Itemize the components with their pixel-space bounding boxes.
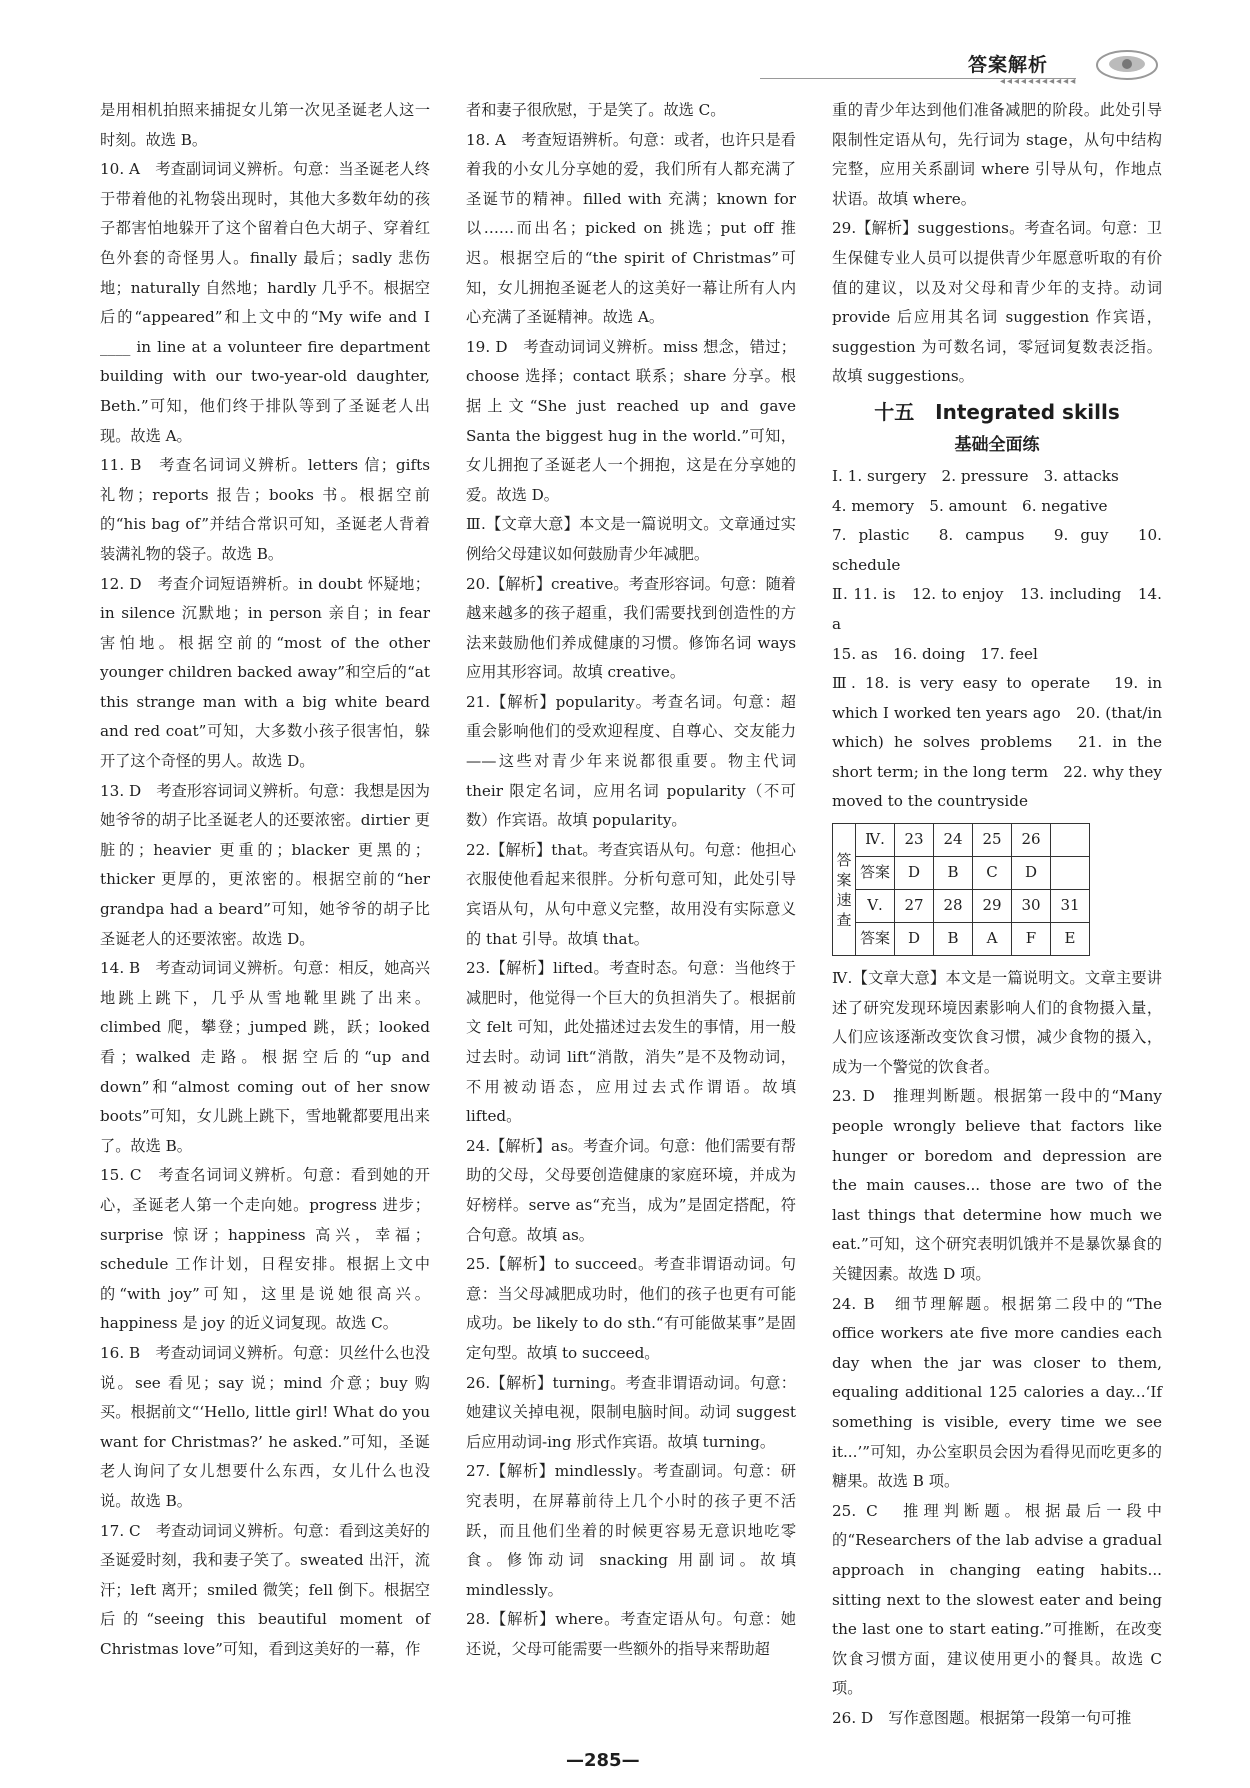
table-cell: 答案 (856, 857, 895, 890)
answer-item: 23.【解析】lifted。考查时态。句意：当他终于减肥时，他觉得一个巨大的负担消失了。根据前文 felt 可知，此处描述过去发生的事情，用一般过去时。动词 lift“消散，消失”是不及物动词，不用被动语态，应用过去式作谓语。故填 lifted。 (466, 959, 796, 1126)
answer-item: 25. C 推理判断题。根据最后一段中的“Researchers of the lab advise a gradual approach in changing eating habits... sitting next to the slowest eater and being the last one to start eating.”可推断，在改变饮食习惯方面，建议使用更小的餐具。故选 C 项。 (832, 1501, 1162, 1698)
section-number: 十五 (874, 399, 915, 424)
answer-item: 12. D 考查介词短语辨析。in doubt 怀疑地；in silence 沉默地；in person 亲自；in fear 害怕地。根据空前的“most of the other younger children backed away”和空后的“at this strange man with a big white beard and red coat”可知，大多数小孩子很害怕，躲开了这个奇怪的男人。故选 D。 (100, 574, 430, 771)
header-arrow-decoration: ◂◂◂◂◂◂◂◂◂◂◂ (1000, 76, 1078, 87)
answer-item: 24.【解析】as。考查介词。句意：他们需要有帮助的父母，父母要创造健康的家庭环境，并成为好榜样。serve as“充当，成为”是固定搭配，符合句意。故填 as。 (466, 1136, 796, 1244)
answer-item: 24. B 细节理解题。根据第二段中的“The office workers ate five more candies each day when the jar was closer to them, equaling additional 125 calories a day...‘If something is visible, every time we see it...’”可知，办公室职员会因为看得见而吃更多的糖果。故选 B 项。 (832, 1294, 1162, 1491)
answer-item: 15. C 考查名词词义辨析。句意：看到她的开心，圣诞老人第一个走向她。progress 进步；surprise 惊讶；happiness 高兴，幸福；schedule 工作计划，日程安排。根据上文中的“with joy”可知，这里是说她很高兴。happiness 是 joy 的近义词复现。故选 C。 (100, 1166, 430, 1333)
answer-item: Ⅳ.【文章大意】本文是一篇说明文。文章主要讲述了研究发现环境因素影响人们的食物摄入量，人们应该逐渐改变饮食习惯，减少食物的摄入，成为一个警觉的饮食者。 (832, 969, 1162, 1076)
answer-line: 4. memory 5. amount 6. negative (832, 496, 1108, 515)
answer-line: 7. plastic 8. campus 9. guy 10. schedule (832, 526, 1162, 574)
section-subtitle: 基础全面练 (954, 434, 1040, 455)
answer-item: 10. A 考查副词词义辨析。句意：当圣诞老人终于带着他的礼物袋出现时，其他大多数年幼的孩子都害怕地躲开了这个留着白色大胡子、穿着红色外套的奇怪男人。finally 最后；sadly 悲伤地；naturally 自然地；hardly 几乎不。根据空后的“appeared”和上文中的“My wife and I ____ in line at a volunteer fire department building with our two-year-old daughter, Beth.”可知，他们终于排队等到了圣诞老人出现。故选 A。 (100, 160, 430, 445)
table-cell: D (895, 923, 934, 956)
table-cell: 24 (934, 824, 973, 857)
section-heading (832, 394, 1162, 430)
table-cell (1051, 824, 1090, 857)
answer-item: Ⅲ.【文章大意】本文是一篇说明文。文章通过实例给父母建议如何鼓励青少年减肥。 (466, 515, 796, 563)
table-cell: 29 (973, 890, 1012, 923)
table-cell: E (1051, 923, 1090, 956)
section-title: Integrated skills (935, 399, 1120, 424)
table-cell: 23 (895, 824, 934, 857)
header-logo-icon (1094, 48, 1160, 82)
column-right (832, 96, 1162, 1734)
answer-item: 18. A 考查短语辨析。句意：或者，也许只是看着我的小女儿分享她的爱，我们所有人都充满了圣诞节的精神。filled with 充满；known for 以……而出名；picked on 挑选；put off 推迟。根据空后的“the spirit of Christmas”可知，女儿拥抱圣诞老人的这美好一幕让所有人内心充满了圣诞精神。故选 A。 (466, 130, 796, 327)
table-cell: 27 (895, 890, 934, 923)
table-cell: B (934, 857, 973, 890)
answer-line: Ⅲ. 18. is very easy to operate 19. in which I worked ten years ago 20. (that/in which) he solves problems 21. in the short term; in the long term 22. why they moved to the countryside (832, 674, 1162, 811)
table-row (833, 923, 1090, 956)
page-number: —285— (566, 1750, 640, 1771)
answer-table (832, 823, 1090, 956)
answer-line: Ⅱ. 11. is 12. to enjoy 13. including 14. a (832, 585, 1162, 633)
table-cell: 28 (934, 890, 973, 923)
table-cell: A (973, 923, 1012, 956)
table-row (833, 824, 1090, 857)
answer-item: 23. D 推理判断题。根据第一段中的“Many people wrongly believe that factors like hunger or boredom and depression are the main causes... those are two of the last things that determine how much we eat.”可知，这个研究表明饥饿并不是暴饮暴食的关键因素。故选 D 项。 (832, 1087, 1162, 1283)
answer-item: 26.【解析】turning。考查非谓语动词。句意：她建议关掉电视，限制电脑时间。动词 suggest 后应用动词-ing 形式作宾语。故填 turning。 (466, 1373, 796, 1451)
table-cell: 30 (1012, 890, 1051, 923)
table-row (833, 857, 1090, 890)
answer-item: 21.【解析】popularity。考查名词。句意：超重会影响他们的受欢迎程度、自尊心、交友能力——这些对青少年来说都很重要。物主代词 their 限定名词，应用名词 popularity（不可数）作宾语。故填 popularity。 (466, 692, 796, 830)
table-cell: D (1012, 857, 1051, 890)
answer-item: 29.【解析】suggestions。考查名词。句意：卫生保健专业人员可以提供青少年愿意听取的有价值的建议，以及对父母和青少年的支持。动词 provide 后应用其名词 suggestion 作宾语，suggestion 为可数名词，零冠词复数表泛指。故填 suggestions。 (832, 219, 1162, 386)
answer-item: 25.【解析】to succeed。考查非谓语动词。句意：当父母减肥成功时，他们的孩子也更有可能成功。be likely to do sth.“有可能做某事”是固定句型。故填 to succeed。 (466, 1255, 796, 1362)
table-cell: Ⅳ. (856, 824, 895, 857)
header-title: 答案解析 (968, 54, 1049, 76)
answer-item: 13. D 考查形容词词义辨析。句意：我想是因为她爷爷的胡子比圣诞老人的还要浓密。dirtier 更脏的；heavier 更重的；blacker 更黑的；thicker 更厚的，更浓密的。根据空前的“her grandpa had a beard”可知，她爷爷的胡子比圣诞老人的还要浓密。故选 D。 (100, 781, 430, 948)
answer-item: 重的青少年达到他们准备减肥的阶段。此处引导限制性定语从句，先行词为 stage，从句中结构完整，应用关系副词 where 引导从句，作地点状语。故填 where。 (832, 101, 1162, 208)
table-cell: Ⅴ. (856, 890, 895, 923)
column-left (100, 96, 430, 1664)
column-middle (466, 96, 796, 1664)
answer-line: Ⅰ. 1. surgery 2. pressure 3. attacks (832, 466, 1119, 485)
table-cell: C (973, 857, 1012, 890)
answer-item: 22.【解析】that。考查宾语从句。句意：他担心衣服使他看起来很胖。分析句意可知，此处引导宾语从句，从句中意义完整，故用没有实际意义的 that 引导。故填 that。 (466, 840, 796, 948)
table-cell (1051, 857, 1090, 890)
answer-item: 是用相机拍照来捕捉女儿第一次见圣诞老人这一时刻。故选 B。 (100, 101, 430, 149)
table-cell: B (934, 923, 973, 956)
table-row (833, 890, 1090, 923)
answer-item: 28.【解析】where。考查定语从句。句意：她还说，父母可能需要一些额外的指导来帮助超 (466, 1610, 796, 1658)
answer-item: 27.【解析】mindlessly。考查副词。句意：研究表明，在屏幕前待上几个小时的孩子更不活跃，而且他们坐着的时候更容易无意识地吃零食。修饰动词 snacking 用副词。故填 mindlessly。 (466, 1462, 796, 1599)
answer-item: 者和妻子很欣慰，于是笑了。故选 C。 (466, 101, 726, 119)
answer-item: 17. C 考查动词词义辨析。句意：看到这美好的圣诞爱时刻，我和妻子笑了。sweated 出汗，流汗；left 离开；smiled 微笑；fell 倒下。根据空后的“seeing this beautiful moment of Christmas love”可知，看到这美好的一幕，作 (100, 1521, 430, 1658)
answer-item: 19. D 考查动词词义辨析。miss 想念，错过；choose 选择；contact 联系；share 分享。根据上文“She just reached up and gave Santa the biggest hug in the world.”可知，女儿拥抱了圣诞老人一个拥抱，这是在分享她的爱。故选 D。 (466, 337, 796, 504)
table-cell: 31 (1051, 890, 1090, 923)
answer-item: 20.【解析】creative。考查形容词。句意：随着越来越多的孩子超重，我们需要找到创造性的方法来鼓励他们养成健康的习惯。修饰名词 ways 应用其形容词。故填 creative。 (466, 574, 796, 682)
answer-item: 16. B 考查动词词义辨析。句意：贝丝什么也没说。see 看见；say 说；mind 介意；buy 购买。根据前文“‘Hello, little girl! What do you want for Christmas?’ he asked.”可知，圣诞老人询问了女儿想要什么东西，女儿什么也没说。故选 B。 (100, 1343, 430, 1510)
table-cell: 答案 (856, 923, 895, 956)
answer-item: 14. B 考查动词词义辨析。句意：相反，她高兴地跳上跳下，几乎从雪地靴里跳了出来。climbed 爬，攀登；jumped 跳，跃；looked 看；walked 走路。根据空后的“up and down”和“almost coming out of her snow boots”可知，女儿跳上跳下，雪地靴都要甩出来了。故选 B。 (100, 959, 430, 1155)
table-cell: F (1012, 923, 1051, 956)
table-side-label: 答案速查 (833, 824, 856, 956)
answer-line: 15. as 16. doing 17. feel (832, 644, 1038, 663)
table-cell: 26 (1012, 824, 1051, 857)
table-cell: D (895, 857, 934, 890)
answer-item: 11. B 考查名词词义辨析。letters 信；gifts 礼物；reports 报告；books 书。根据空前的“his bag of”并结合常识可知，圣诞老人背着装满礼物的袋子。故选 B。 (100, 456, 430, 563)
answer-item: 26. D 写作意图题。根据第一段第一句可推 (832, 1708, 1132, 1727)
table-cell: 25 (973, 824, 1012, 857)
